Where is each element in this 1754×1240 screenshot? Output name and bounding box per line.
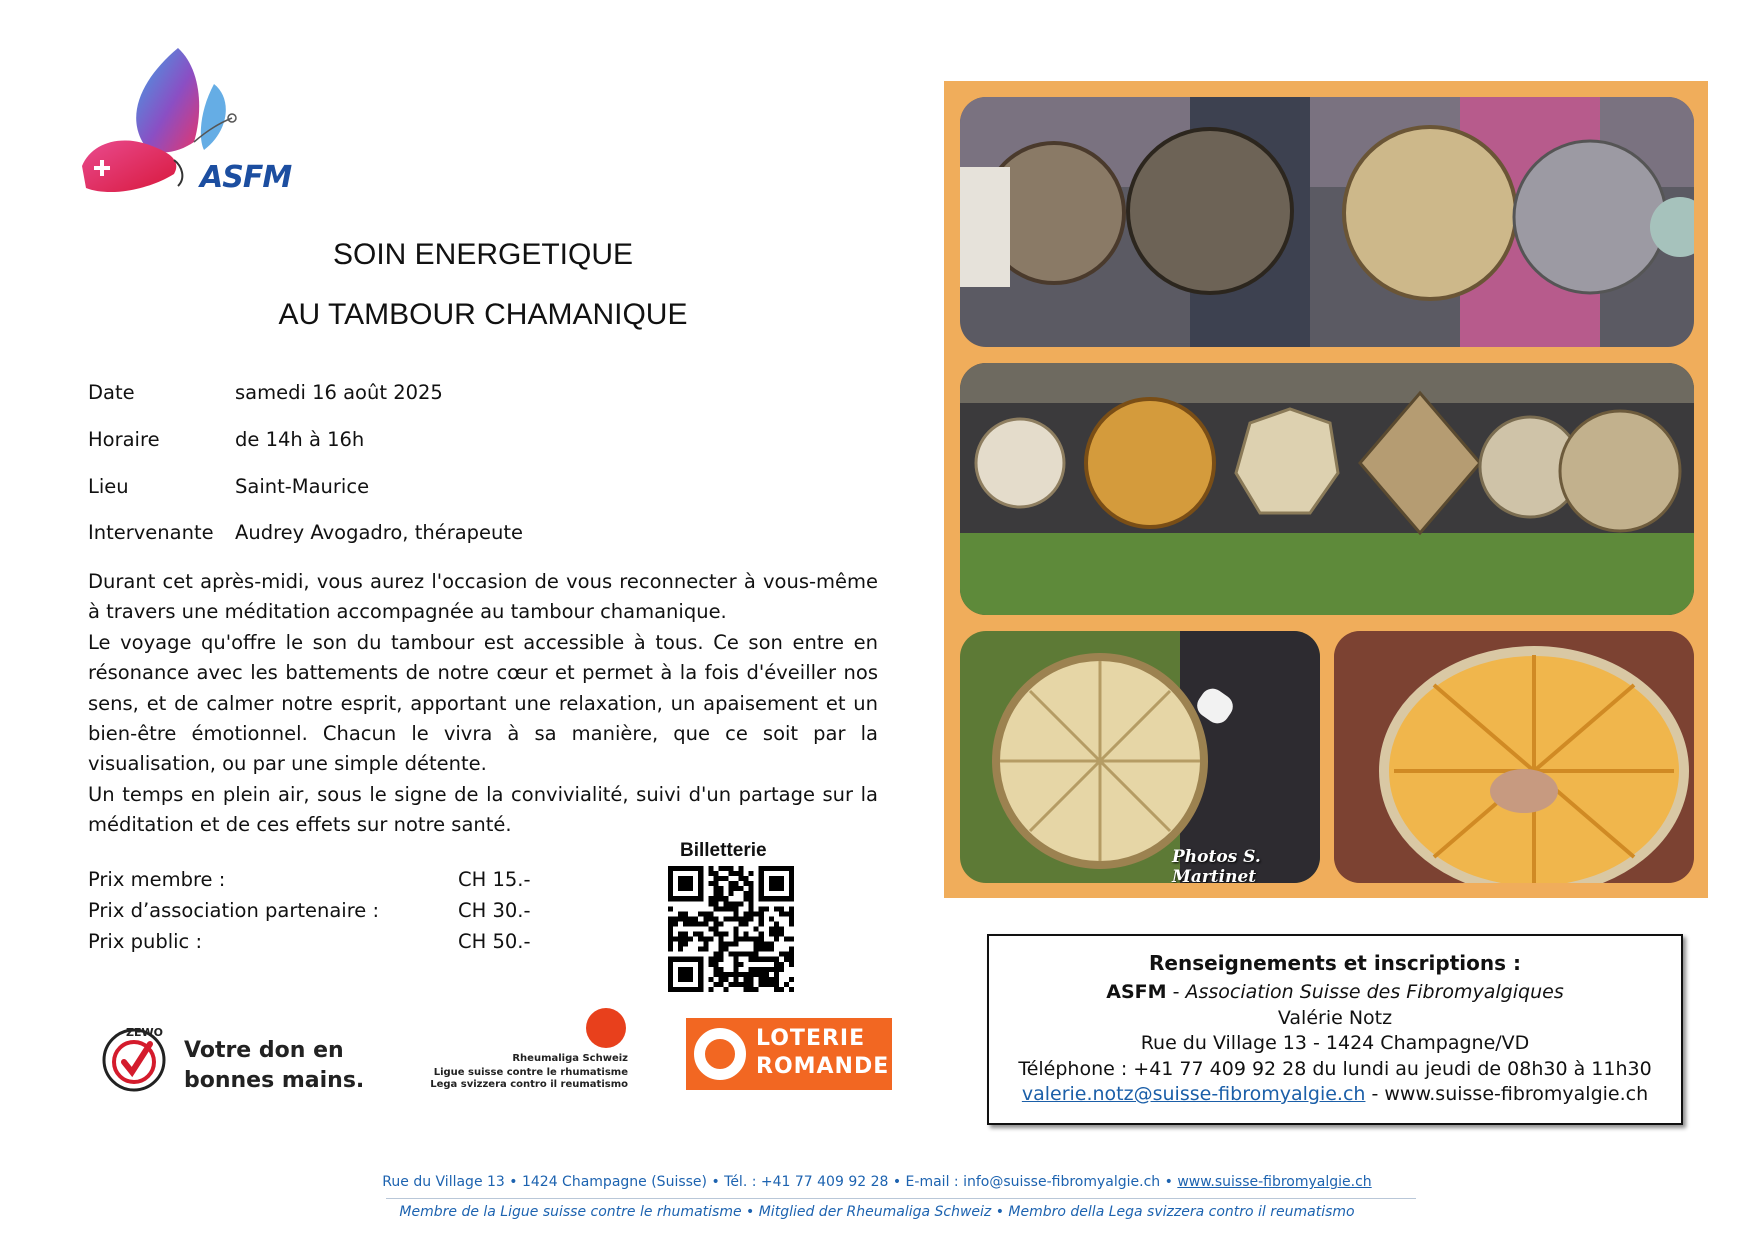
contact-box [987,934,1683,1125]
contact-web-line [989,1082,1681,1108]
detail-label: Intervenante [88,521,214,544]
footer-address-line [0,1174,1754,1190]
ticketing-label: Billetterie [680,840,767,861]
footer-website-link[interactable]: www.suisse-fibromyalgie.ch [1177,1174,1372,1190]
rheumaliga-name-fr: Ligue suisse contre le rhumatisme [433,1067,628,1078]
footer-membership-line: Membre de la Ligue suisse contre le rhumatisme • Mitglied der Rheumaliga Schweiz • Membro della Lega svizzera contro il reumatismo [399,1204,1355,1220]
price-value: CH 15.- [458,868,531,891]
loterie-word2: ROMANDE [756,1054,890,1079]
photo-credit: Photos S. Martinet [1172,847,1261,883]
zewo-badge-text: ZEWO [126,1026,163,1039]
contact-heading: Renseignements et inscriptions : [1149,951,1521,975]
contact-email-link[interactable]: valerie.notz@suisse-fibromyalgie.ch [1021,1083,1366,1105]
footer-address: Rue du Village 13 • 1424 Champagne (Suisse) • Tél. : +41 77 409 92 28 • E-mail : info@suisse-fibromyalgie.ch • [382,1174,1178,1190]
photo-drum-closeup-2 [1334,631,1694,883]
detail-label: Lieu [88,475,129,498]
event-title-line1: SOIN ENERGETIQUE [332,238,634,271]
zewo-slogan-line: bonnes mains. [184,1068,365,1093]
photo-collage [944,81,1708,898]
org-separator: - [1166,981,1186,1003]
zewo-slogan-line: Votre don en [184,1038,344,1063]
contact-person: Valérie Notz [1277,1006,1393,1029]
rheumaliga-name-it: Lega svizzera contro il reumatismo [430,1079,628,1090]
price-row [88,868,548,899]
detail-value: Audrey Avogadro, thérapeute [235,521,524,544]
price-label: Prix d’association partenaire : [88,899,380,922]
description-paragraph: Un temps en plein air, sous le signe de la convivialité, suivi d'un partage sur la méditation et de ces effets sur notre santé. [88,782,878,837]
rheumaliga-name: Rheumaliga Schweiz [512,1053,628,1064]
rheumaliga-figure-icon [586,1008,626,1048]
contact-address: Rue du Village 13 - 1424 Champagne/VD [1140,1032,1530,1054]
rheumaliga-logo [414,1008,634,1098]
loterie-ring-icon [694,1028,746,1080]
photo-drums-row-2 [960,363,1694,615]
price-label: Prix public : [88,930,203,953]
contact-phone: Téléphone : +41 77 409 92 28 du lundi au jeudi de 08h30 à 11h30 [1018,1057,1652,1080]
contact-website[interactable]: www.suisse-fibromyalgie.ch [1384,1083,1649,1105]
description-paragraph: Le voyage qu'offre le son du tambour est accessible à tous. Ce son entre en résonance avec les battements de notre cœur et permet à la fois d'éveiller nos sens, et de calmer notre esprit, apportant une relaxation, un apaisement et un bien-être émotionnel. Chacun le vivra à sa manière, que ce soit par la visualisation, ou par une simple détente. [88,630,878,776]
detail-value: Saint-Maurice [235,475,370,498]
ticketing-qr-code[interactable] [668,866,794,992]
event-description [88,567,878,841]
price-row [88,899,548,930]
detail-label: Horaire [88,428,160,451]
web-separator: - [1365,1083,1385,1105]
zewo-seal-icon [96,1022,172,1098]
description-paragraph: Durant cet après-midi, vous aurez l'occasion de vous reconnecter à vous-même à travers une méditation accompagnée au tambour chamanique. [88,570,878,624]
footer-divider [386,1198,1416,1199]
price-list [88,868,548,961]
zewo-slogan [184,1036,364,1096]
price-value: CH 30.- [458,899,531,922]
org-full-name: Association Suisse des Fibromyalgiques [1185,981,1564,1003]
price-label: Prix membre : [88,868,226,891]
detail-value: samedi 16 août 2025 [235,381,443,404]
price-value: CH 50.- [458,930,531,953]
price-row [88,930,548,961]
org-acronym: ASFM [1106,981,1167,1003]
asfm-logo [82,38,292,208]
contact-organization [989,980,1681,1006]
event-title-line2: AU TAMBOUR CHAMANIQUE [278,298,688,331]
photo-drum-closeup-1 [960,631,1320,883]
loterie-romande-logo [686,1018,892,1090]
logo-text: ASFM [200,160,292,195]
photo-drums-row-1 [960,97,1694,347]
loterie-word1: LOTERIE [756,1026,866,1051]
detail-label: Date [88,381,135,404]
detail-value: de 14h à 16h [235,428,365,451]
